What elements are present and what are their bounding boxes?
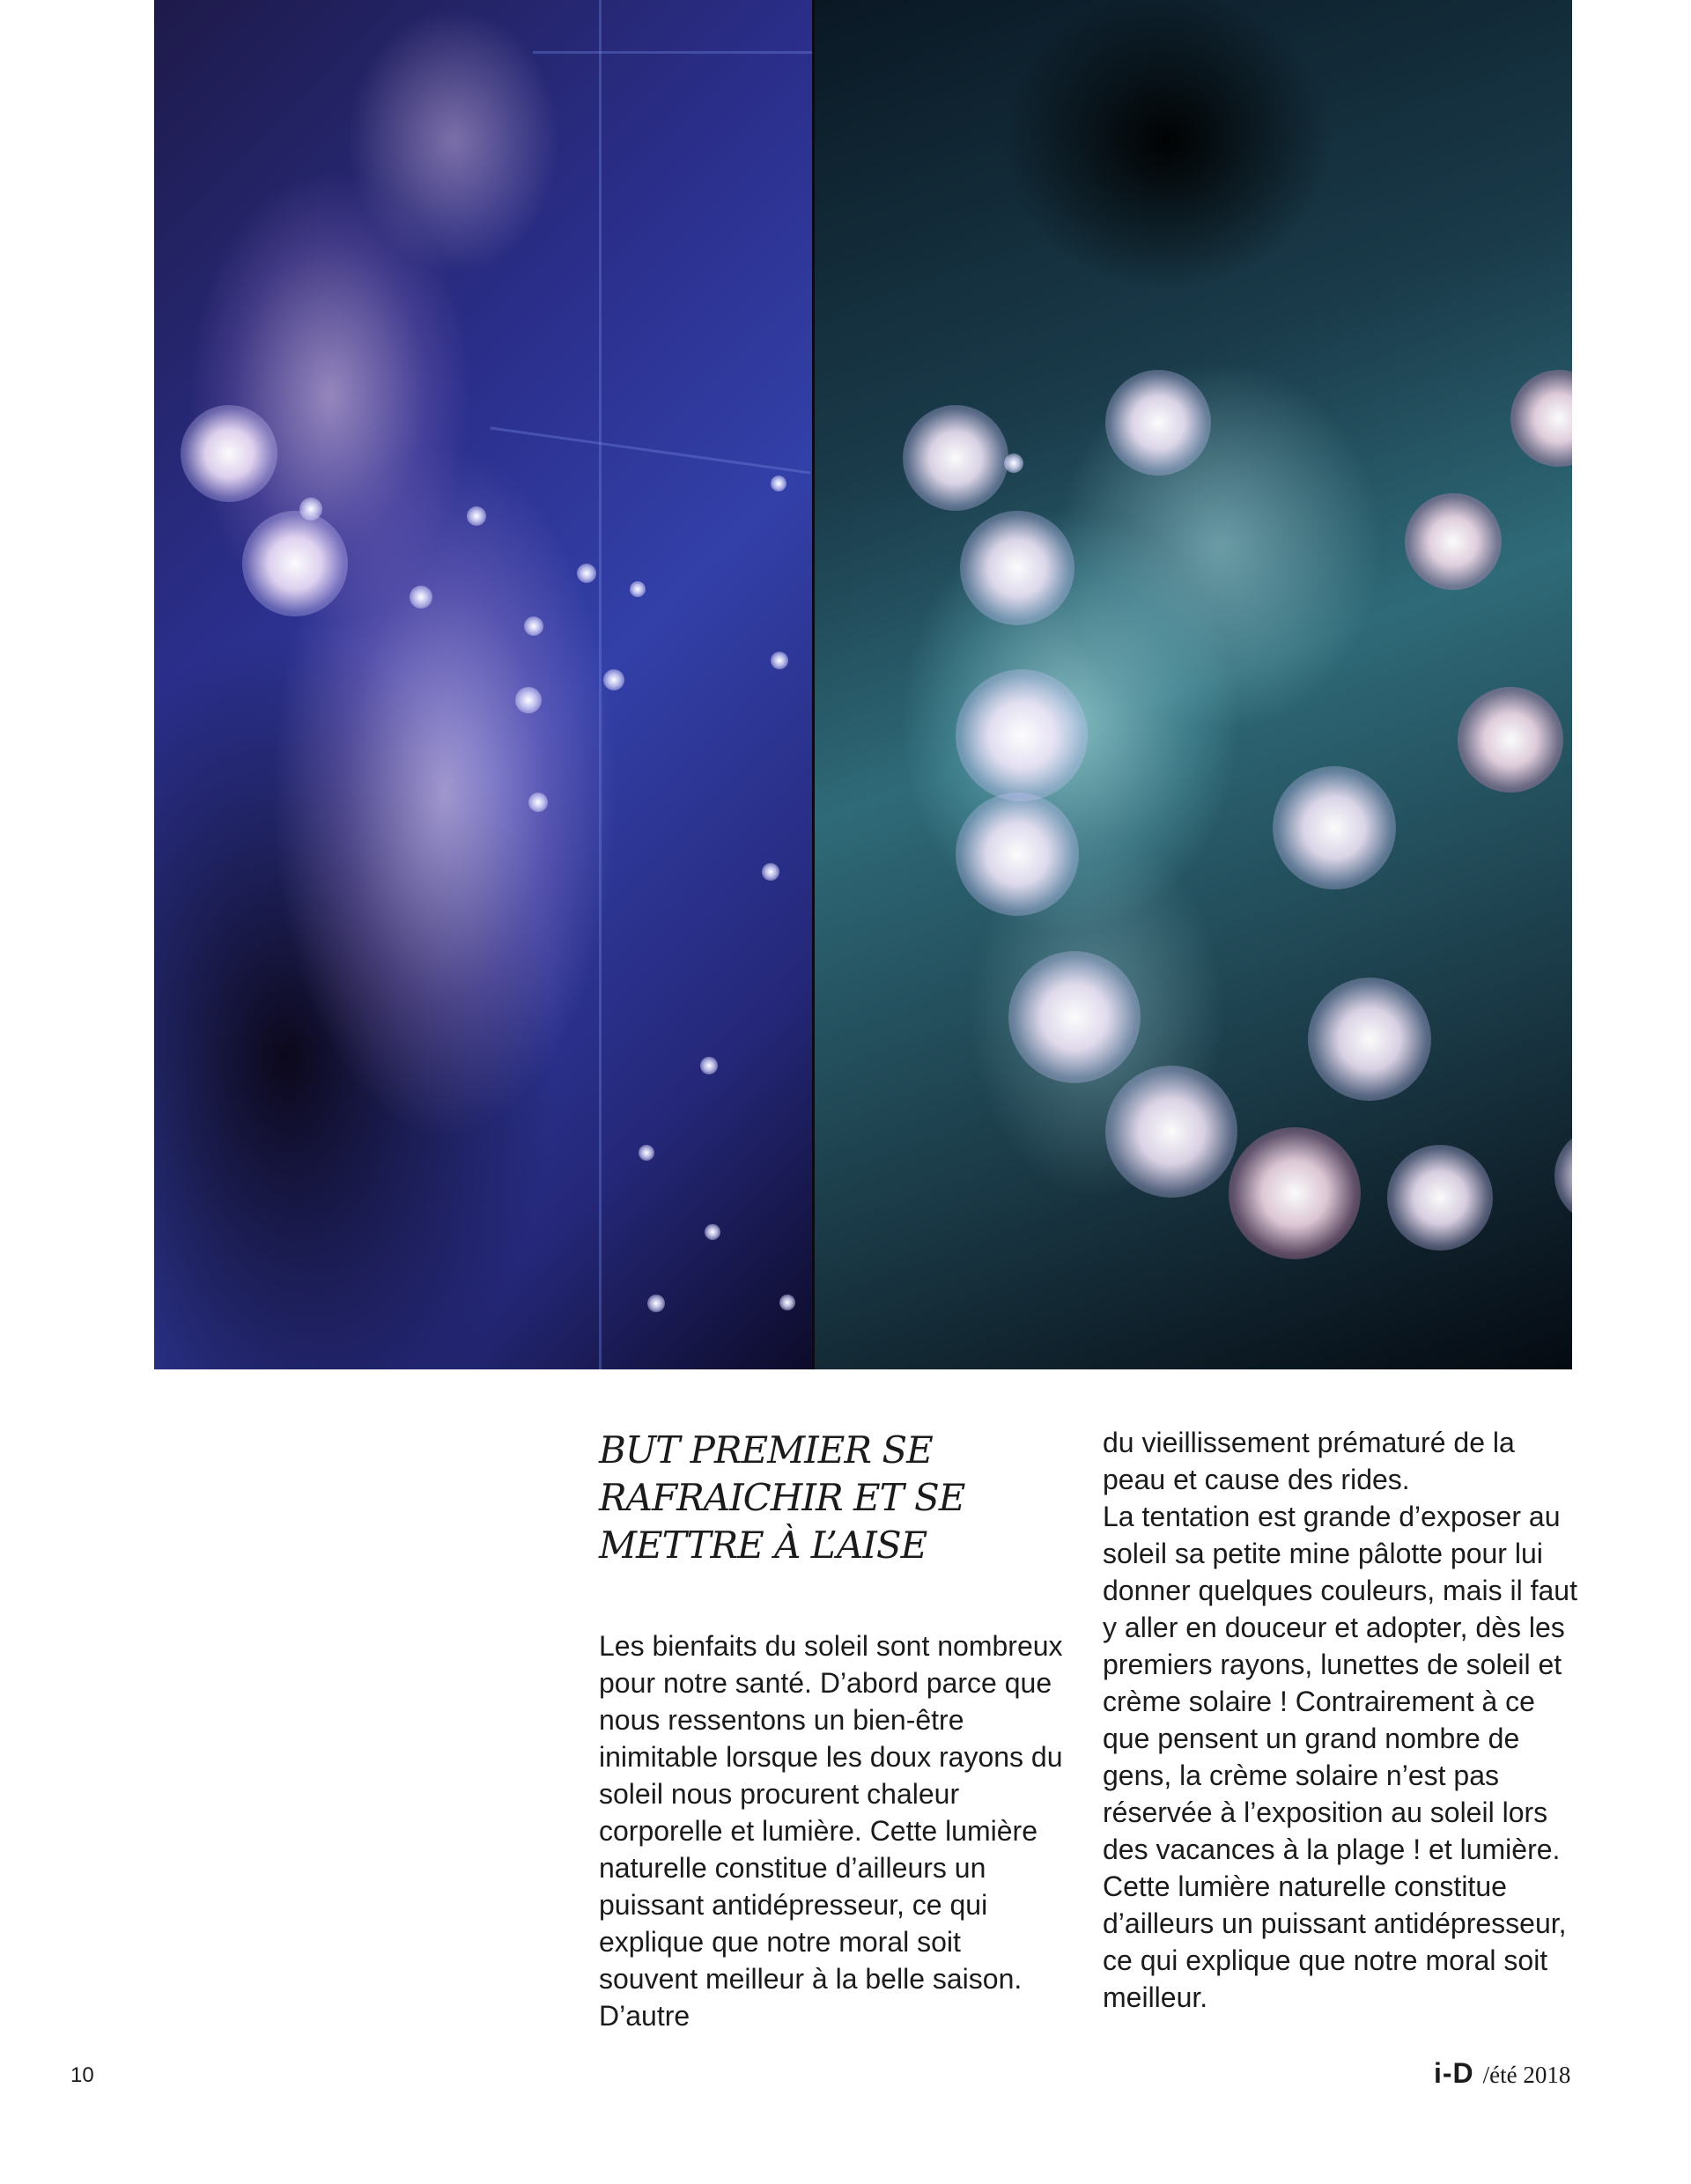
photo-right-wet-glass bbox=[815, 0, 1572, 1369]
light-bulb bbox=[903, 405, 1008, 511]
light-bulb bbox=[1008, 951, 1141, 1083]
tile-line bbox=[533, 51, 812, 54]
light-spark bbox=[639, 1145, 654, 1161]
light-bulb bbox=[1405, 493, 1502, 590]
light-bulb bbox=[956, 793, 1079, 916]
light-spark bbox=[762, 863, 779, 881]
article-headline: BUT PREMIER SE RAFRAICHIR ET SE METTRE À L’AISE bbox=[599, 1428, 965, 1567]
light-spark bbox=[299, 498, 322, 520]
light-bulb bbox=[1458, 687, 1563, 793]
light-bulb bbox=[1554, 1127, 1572, 1224]
light-spark bbox=[779, 1295, 795, 1310]
light-bulb bbox=[1105, 370, 1211, 476]
light-bulb bbox=[242, 511, 348, 616]
light-spark bbox=[771, 652, 788, 669]
light-bulb bbox=[956, 669, 1088, 801]
light-spark bbox=[577, 564, 596, 583]
light-bulb bbox=[1387, 1145, 1493, 1251]
light-bulb bbox=[1273, 766, 1396, 889]
article-paragraph: du vieillissement prématuré de la peau et cause des rides. bbox=[1103, 1427, 1515, 1495]
light-bulb bbox=[960, 511, 1074, 625]
light-spark bbox=[603, 669, 624, 690]
issue-label: /été 2018 bbox=[1482, 2062, 1571, 2088]
light-bulb bbox=[1105, 1066, 1237, 1198]
article-column-left: Les bienfaits du soleil sont nombreux pour notre santé. D’abord parce que nous ressentons un bien-être inimitable lorsque les doux rayons du soleil nous procurent chaleur corporelle et lumière. Cette lumière naturelle constitue d’ailleurs un puissant antidépresseur, ce qui explique que notre moral soit souvent meilleur à la belle saison. D’autre bbox=[599, 1630, 1063, 2032]
light-bulb bbox=[1308, 978, 1431, 1101]
light-spark bbox=[771, 476, 786, 491]
photo-spread bbox=[154, 0, 1572, 1369]
light-spark bbox=[524, 616, 543, 636]
magazine-logo: i-D bbox=[1434, 2057, 1474, 2089]
page-number: 10 bbox=[70, 2063, 94, 2087]
article-paragraph: La tentation est grande d’exposer au soleil sa petite mine pâlotte pour lui donner quelques couleurs, mais il faut y aller en douceur et adopter, dès les premiers rayons, lunettes de soleil et crème solaire ! Contrairement à ce que pensent un grand nombre de gens, la crème solaire n’est pas réservée à l’exposition au soleil lors des vacances à la plage ! et lumière. Cette lumière naturelle constitue d’ailleurs un puissant antidépresseur, ce qui explique que notre moral soit meilleur. bbox=[1103, 1501, 1577, 2013]
light-bulb bbox=[1510, 370, 1572, 467]
light-spark bbox=[1004, 454, 1023, 473]
light-spark bbox=[705, 1224, 720, 1240]
light-spark bbox=[528, 793, 548, 812]
light-spark bbox=[515, 687, 542, 713]
footer-masthead bbox=[1434, 2057, 1570, 2090]
article-column-right bbox=[1103, 1424, 1578, 2016]
light-spark bbox=[410, 586, 432, 609]
light-spark bbox=[647, 1295, 665, 1312]
tile-line bbox=[599, 0, 602, 1369]
light-spark bbox=[700, 1057, 718, 1074]
tile-line bbox=[491, 426, 811, 474]
light-spark bbox=[467, 506, 486, 526]
light-bulb bbox=[1229, 1127, 1361, 1259]
light-spark bbox=[630, 581, 646, 597]
light-bulb bbox=[181, 405, 277, 502]
photo-left-shower-lights bbox=[154, 0, 812, 1369]
